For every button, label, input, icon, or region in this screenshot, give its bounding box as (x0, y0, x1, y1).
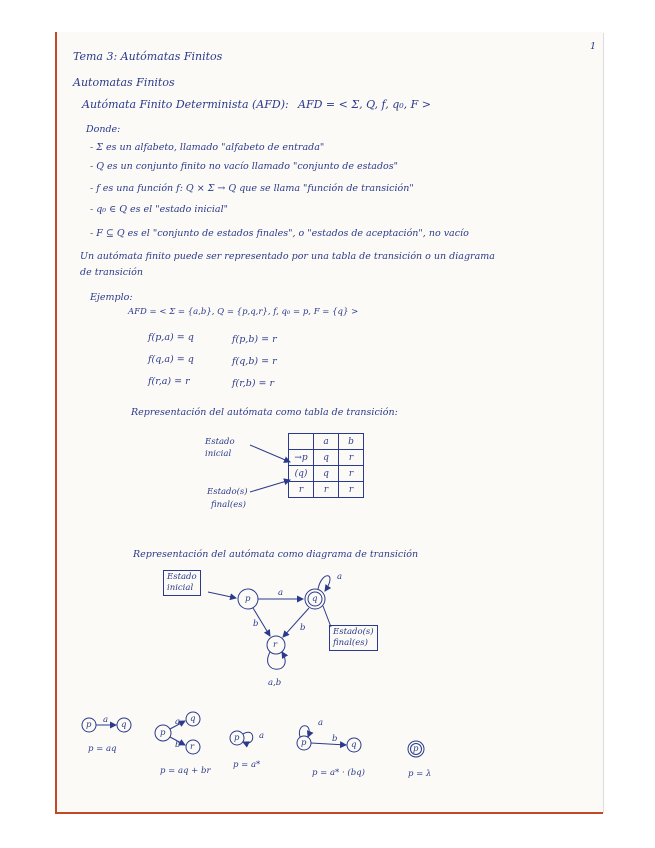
table-cell: q (314, 466, 339, 482)
table-cell: r (339, 482, 364, 498)
box-line: Estado (167, 572, 197, 582)
edge-label: a (259, 731, 265, 741)
diagram-initial-arrow (208, 592, 236, 598)
table-label-final: Estado(s) (207, 487, 248, 497)
example4-loop (299, 726, 309, 737)
example-label: Ejemplo: (90, 292, 133, 303)
table-cell: b (339, 434, 364, 450)
table-pointer-final (250, 480, 290, 492)
edge-label: a (318, 718, 324, 728)
state-label: q (121, 720, 127, 730)
transition-item: f(r,b) = r (232, 378, 275, 389)
table-cell: r (339, 466, 364, 482)
edge-label: b (332, 734, 338, 744)
state-label: q (190, 714, 196, 724)
table-heading: Representación del autómata como tabla de transición: (131, 407, 398, 418)
state-label: q (312, 594, 318, 604)
afd-heading: Autómata Finito Determinista (AFD): (82, 98, 289, 111)
transition-item: f(q,b) = r (232, 356, 277, 367)
edge-label: a (103, 715, 109, 725)
state-label: p (413, 744, 419, 754)
final-box-pointer (323, 606, 331, 627)
loop-q (318, 576, 330, 591)
transition-item: f(p,a) = q (148, 332, 194, 343)
edge-label: a (278, 588, 284, 598)
box-line: final(es) (333, 638, 368, 648)
table-cell: →p (289, 450, 314, 466)
table-label-initial: inicial (205, 449, 232, 459)
paragraph-line: de transición (80, 267, 143, 278)
state-label: r (190, 742, 195, 752)
box-line: Estado(s) (333, 627, 374, 637)
edge-label: b (253, 619, 259, 629)
state-label: p (86, 720, 92, 730)
transition-item: f(q,a) = q (148, 354, 194, 365)
box-line: inicial (167, 583, 194, 593)
transition-item: f(r,a) = r (148, 376, 190, 387)
bullet-item: - Σ es un alfabeto, llamado "alfabeto de entrada" (90, 142, 325, 153)
bullet-item: - f es una función f: Q × Σ → Q que se llama "función de transición" (90, 183, 414, 194)
example-caption: p = aq (88, 744, 117, 754)
example4-edge (311, 743, 346, 745)
table-pointer-initial (250, 445, 290, 462)
afd-tuple: AFD = < Σ, Q, f, q₀, F > (298, 98, 432, 111)
example-caption: p = λ (408, 769, 432, 779)
example-caption: p = a* (233, 760, 261, 770)
section-title: Automatas Finitos (73, 76, 175, 89)
table-cell: r (339, 450, 364, 466)
state-label: p (245, 594, 251, 604)
bullet-item: - q₀ ∈ Q es el "estado inicial" (90, 204, 228, 215)
table-label-final: final(es) (211, 500, 246, 510)
state-label: q (351, 740, 357, 750)
edge-label: b (300, 623, 306, 633)
edge-label: a (175, 717, 181, 727)
donde-label: Donde: (86, 124, 121, 135)
bullet-item: - F ⊆ Q es el "conjunto de estados finales", o "estados de aceptación", no vacío (90, 228, 469, 239)
table-cell: a (314, 434, 339, 450)
table-cell: (q) (289, 466, 314, 482)
table-cell: r (289, 482, 314, 498)
table-label-initial: Estado (205, 437, 235, 447)
bullet-item: - Q es un conjunto finito no vacío llamado "conjunto de estados" (90, 161, 398, 172)
state-label: p (301, 738, 307, 748)
edge-label: a,b (268, 678, 282, 688)
example-caption: p = aq + br (160, 766, 211, 776)
edge-label: b (175, 740, 181, 750)
example-caption: p = a* · (bq) (312, 768, 365, 778)
paragraph-line: Un autómata finito puede ser representado por una tabla de transición o un diagrama (80, 251, 495, 262)
table-cell: r (314, 482, 339, 498)
state-label: p (160, 728, 166, 738)
transition-item: f(p,b) = r (232, 334, 277, 345)
table-cell: q (314, 450, 339, 466)
loop-r (268, 652, 286, 669)
page-number: 1 (590, 41, 597, 52)
state-label: r (273, 640, 278, 650)
diagram-heading: Representación del autómata como diagrama de transición (133, 549, 419, 560)
state-label: p (234, 733, 240, 743)
example-afd: AFD = < Σ = {a,b}, Q = {p,q,r}, f, q₀ = p, F = {q} > (128, 307, 359, 317)
edge-label: a (337, 572, 343, 582)
page-title: Tema 3: Autómatas Finitos (73, 50, 223, 63)
